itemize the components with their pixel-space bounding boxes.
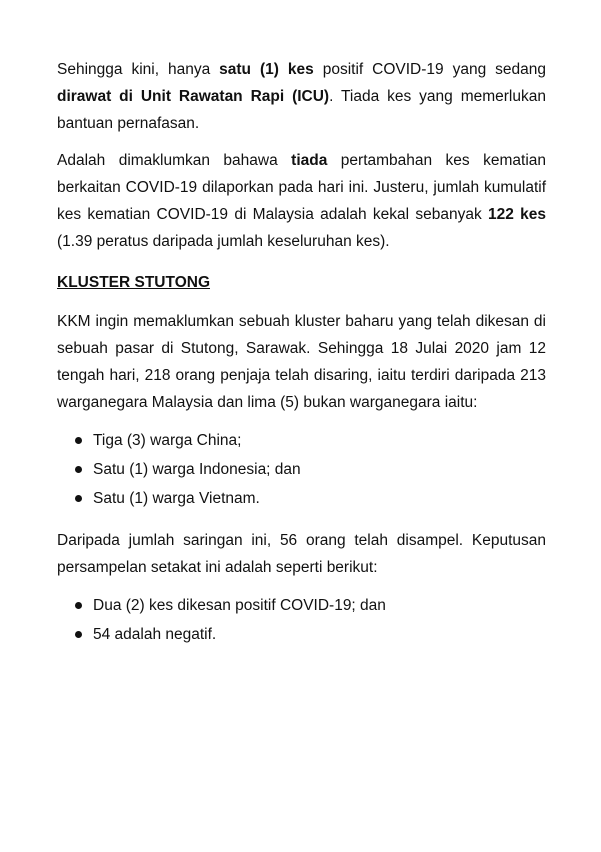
list-item bbox=[57, 620, 546, 649]
text-run: Sehingga kini, hanya bbox=[57, 61, 220, 78]
bullet-icon bbox=[75, 631, 82, 638]
paragraph-sampling: Daripada jumlah saringan ini, 56 orang telah disampel. Keputusan persampelan setakat ini adalah seperti berikut: bbox=[57, 532, 546, 576]
paragraph-icu-status bbox=[57, 56, 546, 137]
list-item-text: 54 adalah negatif. bbox=[93, 626, 217, 643]
section-heading-kluster-stutong: KLUSTER STUTONG bbox=[57, 274, 210, 291]
text-run: pertambahan kes kematian berkaitan COVID-19 dilaporkan pada hari ini. Justeru, jumlah kumulatif kes kematian COVID-19 di Malaysia adalah kekal sebanyak bbox=[57, 152, 547, 223]
bullet-icon bbox=[75, 466, 82, 473]
bold-text: 122 kes bbox=[488, 206, 546, 223]
paragraph-cluster-intro: KKM ingin memaklumkan sebuah kluster baharu yang telah dikesan di sebuah pasar di Stutong, Sarawak. Sehingga 18 Julai 2020 jam 12 tengah hari, 218 orang penjaja telah disaring, iaitu terdiri daripada 213 warganegara Malaysia dan lima (5) bukan warganegara iaitu: bbox=[57, 313, 546, 411]
bullet-list-nationalities bbox=[57, 426, 546, 513]
list-item-text: Dua (2) kes dikesan positif COVID-19; dan bbox=[93, 597, 386, 614]
bold-text: satu (1) kes bbox=[219, 61, 314, 78]
paragraph-deaths bbox=[57, 147, 546, 255]
text-run: Adalah dimaklumkan bahawa bbox=[57, 152, 292, 169]
bold-text: tiada bbox=[291, 152, 328, 169]
text-run: . Tiada kes yang memerlukan bantuan pernafasan. bbox=[57, 88, 546, 132]
bullet-icon bbox=[75, 602, 82, 609]
list-item bbox=[57, 484, 546, 513]
list-item-text: Satu (1) warga Indonesia; dan bbox=[93, 461, 301, 478]
bold-text: dirawat di Unit Rawatan Rapi (ICU) bbox=[57, 88, 330, 105]
text-run: (1.39 peratus daripada jumlah keseluruhan kes). bbox=[57, 233, 390, 250]
list-item-text: Satu (1) warga Vietnam. bbox=[93, 490, 260, 507]
bullet-icon bbox=[75, 437, 82, 444]
list-item bbox=[57, 426, 546, 455]
list-item bbox=[57, 591, 546, 620]
list-item bbox=[57, 455, 546, 484]
bullet-icon bbox=[75, 495, 82, 502]
text-run: positif COVID-19 yang sedang bbox=[313, 61, 547, 78]
document-page bbox=[57, 56, 546, 663]
bullet-list-results bbox=[57, 591, 546, 649]
list-item-text: Tiga (3) warga China; bbox=[93, 432, 242, 449]
